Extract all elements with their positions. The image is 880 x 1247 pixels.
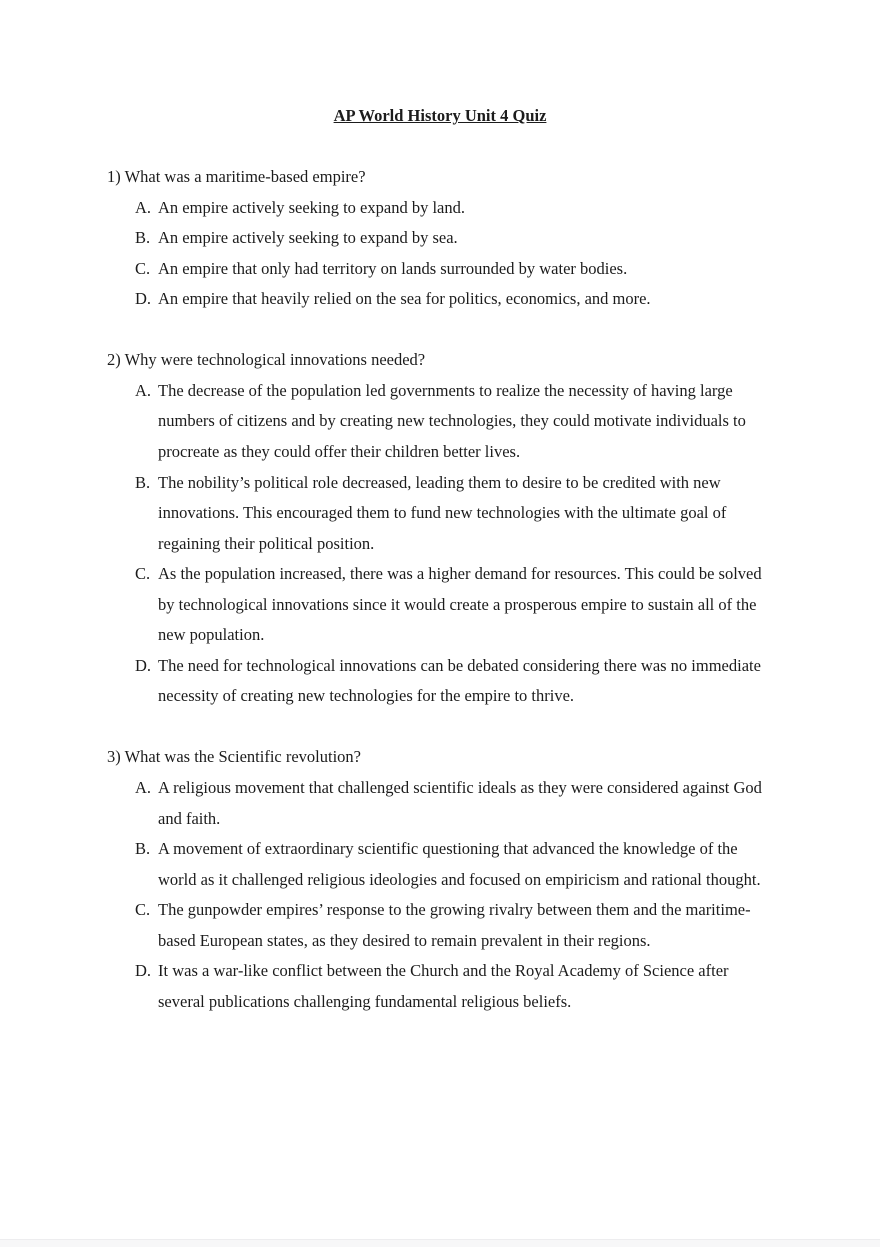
option-letter: A. bbox=[135, 778, 152, 798]
question-3-text: What was the Scientific revolution? bbox=[124, 747, 362, 767]
option-text: The gunpowder empires’ response to the growing rivalry between them and the maritime-based European states, as they desired to remain prevalent in their regions. bbox=[158, 900, 751, 950]
question-1-text: What was a maritime-based empire? bbox=[124, 167, 366, 187]
option-letter: B. bbox=[135, 839, 151, 859]
page-title bbox=[107, 101, 773, 132]
option-text: The decrease of the population led governments to realize the necessity of having large numbers of citizens and by creating new technologies, they could motivate individuals to procreate as they could offer their children better lives. bbox=[158, 380, 746, 462]
option-text: As the population increased, there was a higher demand for resources. This could be solved by technological innovations since it would create a prosperous empire to sustain all of the new population. bbox=[158, 564, 762, 645]
question-1-option-c bbox=[107, 254, 773, 285]
question-3-number: 3) bbox=[107, 747, 121, 767]
question-2 bbox=[107, 345, 773, 712]
page-bottom-edge bbox=[0, 1239, 880, 1247]
question-2-option-b bbox=[107, 468, 773, 560]
option-text: A movement of extraordinary scientific questioning that advanced the knowledge of the world as it challenged religious ideologies and focused on empiricism and rational thought. bbox=[158, 839, 761, 889]
option-letter: C. bbox=[135, 258, 151, 278]
question-1-option-d bbox=[107, 284, 773, 315]
question-1-line bbox=[107, 162, 773, 193]
option-letter: A. bbox=[135, 197, 152, 217]
question-3-option-d bbox=[107, 956, 773, 1017]
option-letter: D. bbox=[135, 289, 152, 309]
option-letter: D. bbox=[135, 961, 152, 981]
question-1-option-b bbox=[107, 223, 773, 254]
option-text: The nobility’s political role decreased, leading them to desire to be credited with new innovations. This encouraged them to fund new technologies with the ultimate goal of regaining their political position. bbox=[158, 472, 727, 553]
question-2-option-a bbox=[107, 376, 773, 468]
question-2-option-c bbox=[107, 559, 773, 651]
question-2-line bbox=[107, 345, 773, 376]
option-letter: D. bbox=[135, 655, 152, 675]
question-3-line bbox=[107, 742, 773, 773]
page-title-text: AP World History Unit 4 Quiz bbox=[333, 106, 547, 125]
option-text: A religious movement that challenged scientific ideals as they were considered against God and faith. bbox=[158, 778, 762, 828]
question-2-option-d bbox=[107, 651, 773, 712]
option-text: An empire actively seeking to expand by sea. bbox=[158, 228, 458, 248]
question-1-option-a bbox=[107, 193, 773, 224]
question-3-option-c bbox=[107, 895, 773, 956]
option-text: An empire that heavily relied on the sea for politics, economics, and more. bbox=[158, 289, 651, 309]
option-text: An empire that only had territory on lands surrounded by water bodies. bbox=[158, 258, 628, 278]
option-text: An empire actively seeking to expand by land. bbox=[158, 197, 465, 217]
question-3-option-a bbox=[107, 773, 773, 834]
option-letter: B. bbox=[135, 472, 151, 492]
option-text: The need for technological innovations can be debated considering there was no immediate necessity of creating new technologies for the empire to thrive. bbox=[158, 655, 761, 706]
option-letter: C. bbox=[135, 900, 151, 920]
option-letter: B. bbox=[135, 228, 151, 248]
question-2-number: 2) bbox=[107, 350, 121, 370]
option-text: It was a war-like conflict between the Church and the Royal Academy of Science after several publications challenging fundamental religious beliefs. bbox=[158, 961, 729, 1011]
question-3 bbox=[107, 742, 773, 1017]
question-3-option-b bbox=[107, 834, 773, 895]
option-letter: A. bbox=[135, 380, 152, 400]
question-1-number: 1) bbox=[107, 167, 121, 187]
option-letter: C. bbox=[135, 564, 151, 584]
question-2-text: Why were technological innovations needed? bbox=[124, 350, 426, 370]
question-1 bbox=[107, 162, 773, 315]
